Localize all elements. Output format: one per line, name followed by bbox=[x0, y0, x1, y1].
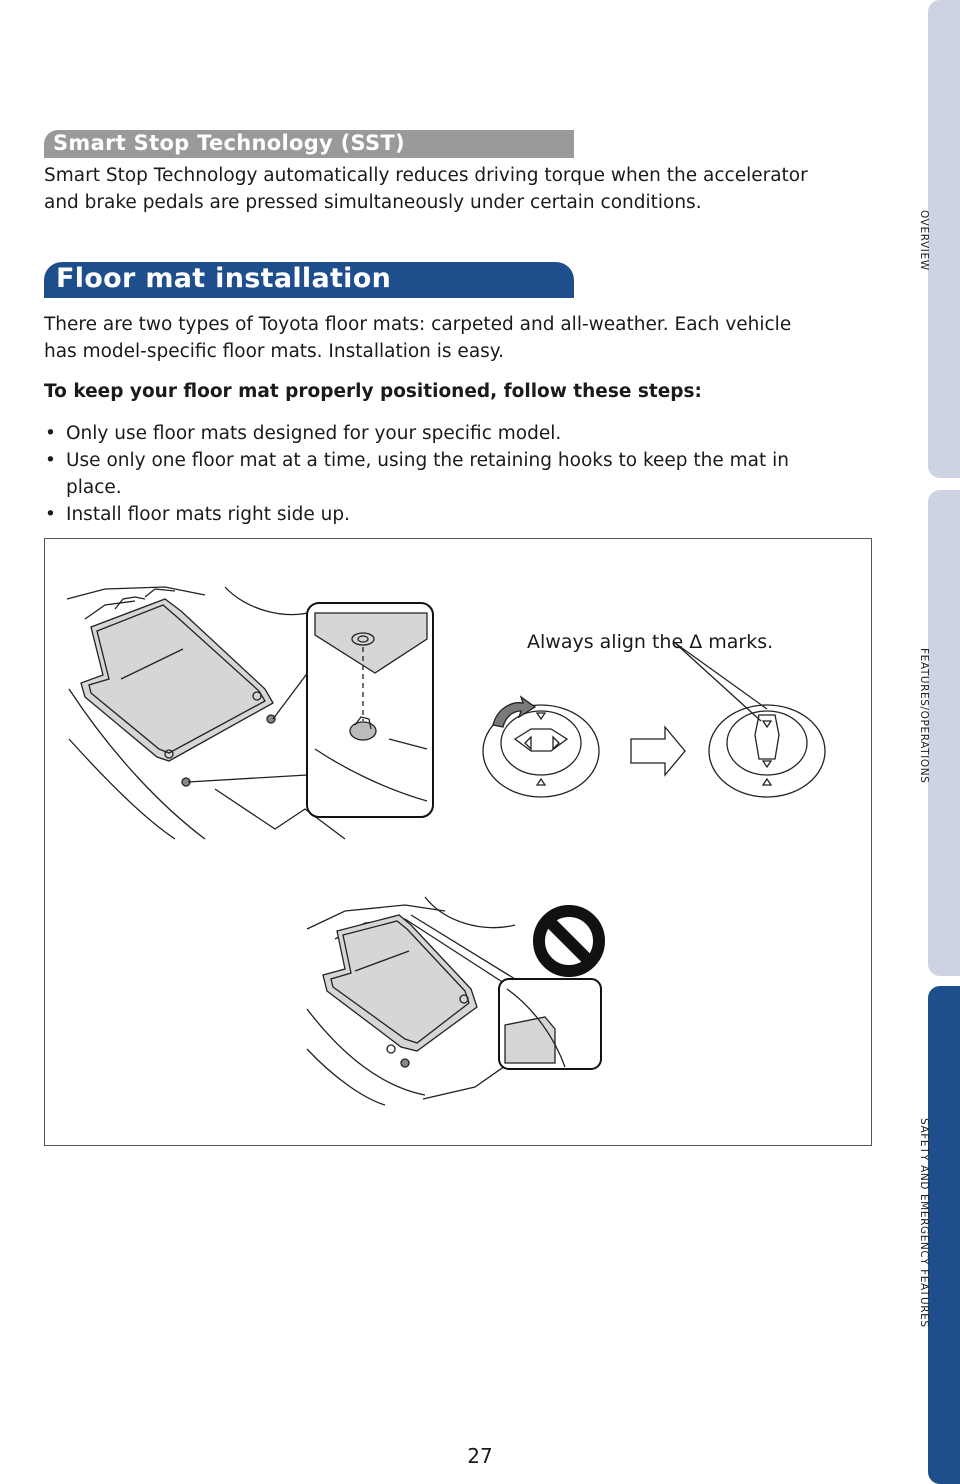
page-number: 27 bbox=[467, 1444, 493, 1468]
sst-body: Smart Stop Technology automatically reduces driving torque when the accelerator and brake pedals are pressed simultaneously under certain conditions. bbox=[44, 165, 808, 213]
floor-mat-heading: Floor mat installation bbox=[56, 263, 392, 294]
list-item: • Install floor mats right side up. bbox=[44, 501, 874, 528]
floor-mat-heading-bar bbox=[44, 262, 574, 298]
tab-overview-label: OVERVIEW bbox=[918, 210, 930, 271]
tab-features-operations[interactable] bbox=[928, 490, 960, 976]
side-nav bbox=[928, 0, 960, 1484]
list-item: • Use only one floor mat at a time, using the retaining hooks to keep the mat in place. bbox=[44, 447, 874, 501]
steps-heading: To keep your floor mat properly positioned, follow these steps: bbox=[44, 381, 702, 402]
tab-overview[interactable] bbox=[928, 0, 960, 478]
list-item: • Only use floor mats designed for your specific model. bbox=[44, 420, 874, 447]
floor-mat-illustration bbox=[44, 538, 872, 1146]
tab-safety-emergency[interactable] bbox=[928, 986, 960, 1484]
tab-safety-emergency-label: SAFETY AND EMERGENCY FEATURES bbox=[918, 1118, 930, 1328]
floor-mat-intro: There are two types of Toyota floor mats: carpeted and all-weather. Each vehicle has model-specific floor mats. Installation is easy. bbox=[44, 314, 792, 362]
sst-heading: Smart Stop Technology (SST) bbox=[53, 131, 405, 155]
sst-heading-bar bbox=[44, 130, 574, 158]
figure-caption: Always align the Δ marks. bbox=[527, 631, 774, 653]
tab-features-operations-label: FEATURES/OPERATIONS bbox=[918, 648, 930, 784]
steps-list bbox=[44, 420, 874, 528]
